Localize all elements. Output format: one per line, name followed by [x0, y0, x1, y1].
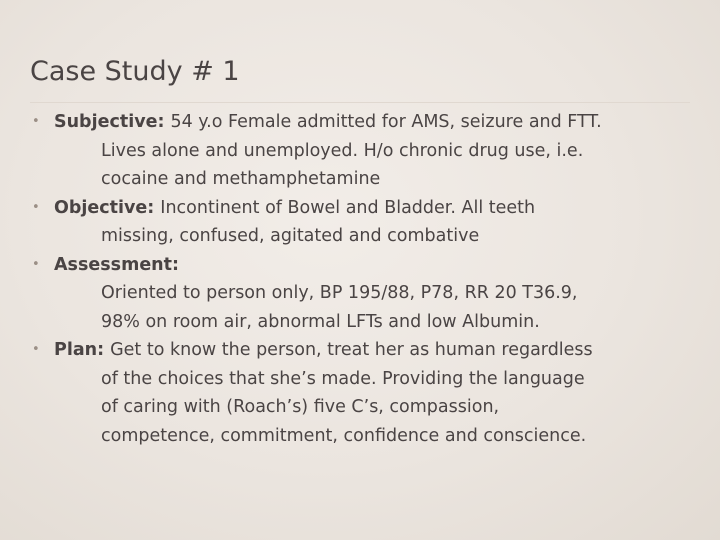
item-text-line: of the choices that she’s made. Providing the language [101, 368, 585, 389]
item-text-line: Lives alone and unemployed. H/o chronic drug use, i.e. [101, 140, 584, 161]
item-text-line: cocaine and methamphetamine [101, 169, 381, 189]
item-label: Plan: [54, 340, 105, 360]
bullet-icon: • [32, 256, 40, 272]
item-text-line: 54 y.o Female admitted for AMS, seizure and FTT. [170, 112, 602, 132]
slide-body [30, 108, 700, 450]
list-item-objective [30, 194, 700, 251]
item-label: Assessment: [54, 254, 180, 275]
title-divider [30, 102, 690, 103]
bullet-icon: • [32, 199, 40, 215]
list-item-plan [30, 336, 700, 450]
list-item-subjective [30, 108, 700, 194]
item-text-line: Get to know the person, treat her as human regardless [110, 340, 593, 360]
bullet-icon: • [32, 342, 40, 357]
item-label: Subjective: [54, 112, 165, 132]
bullet-icon: • [32, 114, 40, 129]
item-text-line: competence, commitment, confidence and conscience. [101, 425, 587, 446]
item-text-line: Incontinent of Bowel and Bladder. All teeth [160, 197, 536, 218]
item-text-line: 98% on room air, abnormal LFTs and low Albumin. [101, 311, 540, 332]
slide-title: Case Study # 1 [30, 56, 240, 87]
item-label: Objective: [54, 197, 155, 218]
item-text-line: missing, confused, agitated and combative [101, 226, 480, 246]
item-text-line: Oriented to person only, BP 195/88, P78, RR 20 T36.9, [101, 283, 578, 303]
item-text-line: of caring with (Roach’s) five C’s, compassion, [101, 397, 500, 417]
list-item-assessment [30, 251, 700, 337]
